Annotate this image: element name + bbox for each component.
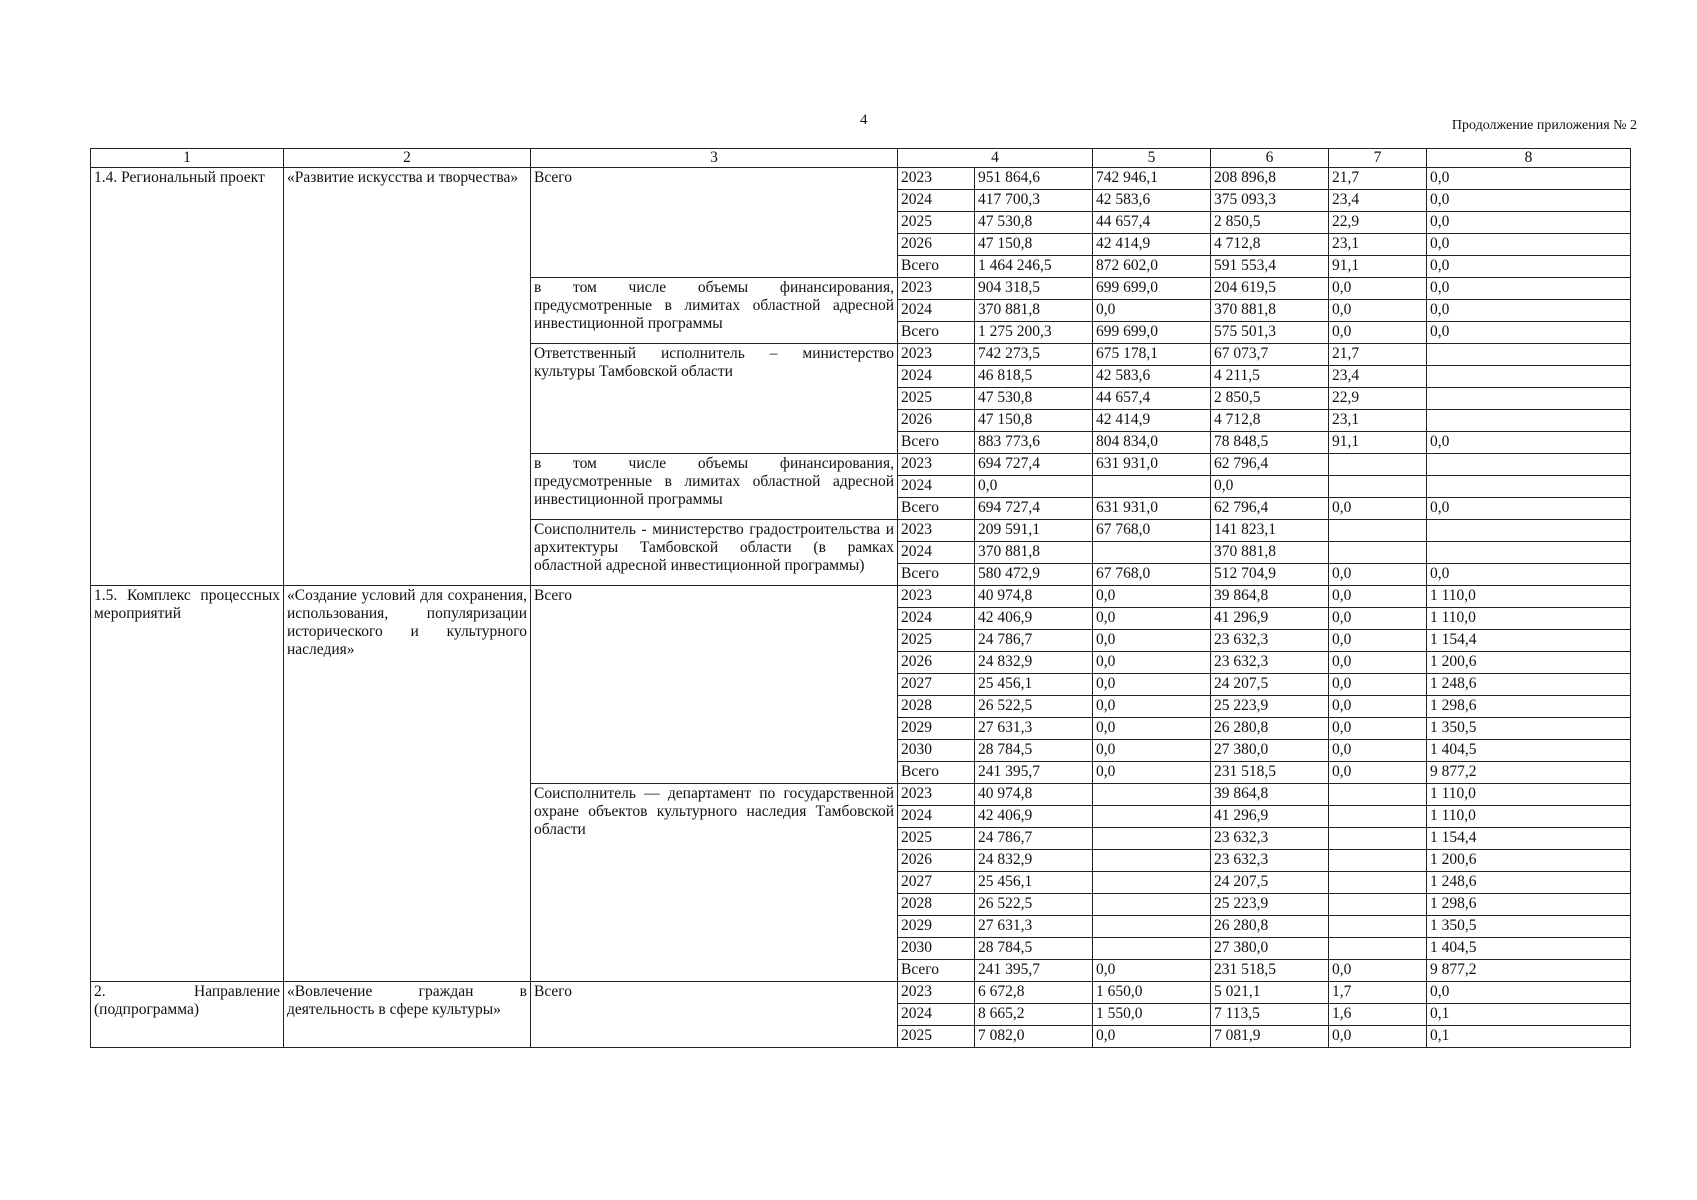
- regional-budget-cell: 231 518,5: [1211, 762, 1329, 784]
- regional-budget-cell: 231 518,5: [1211, 960, 1329, 982]
- year-cell: 2026: [898, 850, 975, 872]
- extra-budgetary-cell: 0,1: [1427, 1004, 1631, 1026]
- regional-budget-cell: 62 796,4: [1211, 454, 1329, 476]
- year-cell: Всего: [898, 432, 975, 454]
- federal-budget-cell: 0,0: [1093, 762, 1211, 784]
- regional-budget-cell: 7 113,5: [1211, 1004, 1329, 1026]
- year-cell: 2026: [898, 410, 975, 432]
- local-budget-cell: 21,7: [1329, 168, 1427, 190]
- regional-budget-cell: 25 223,9: [1211, 696, 1329, 718]
- federal-budget-cell: [1093, 894, 1211, 916]
- year-cell: 2023: [898, 278, 975, 300]
- total-cell: 241 395,7: [975, 960, 1093, 982]
- federal-budget-cell: 67 768,0: [1093, 564, 1211, 586]
- total-cell: 370 881,8: [975, 300, 1093, 322]
- extra-budgetary-cell: [1427, 388, 1631, 410]
- regional-budget-cell: 62 796,4: [1211, 498, 1329, 520]
- header-col-2: 2: [284, 149, 531, 168]
- total-cell: 580 472,9: [975, 564, 1093, 586]
- local-budget-cell: [1329, 476, 1427, 498]
- total-cell: 24 832,9: [975, 850, 1093, 872]
- extra-budgetary-cell: 1 110,0: [1427, 586, 1631, 608]
- extra-budgetary-cell: 0,0: [1427, 322, 1631, 344]
- header-col-1: 1: [91, 149, 284, 168]
- regional-budget-cell: 370 881,8: [1211, 300, 1329, 322]
- local-budget-cell: 23,1: [1329, 410, 1427, 432]
- federal-budget-cell: [1093, 850, 1211, 872]
- total-cell: 951 864,6: [975, 168, 1093, 190]
- extra-budgetary-cell: [1427, 520, 1631, 542]
- regional-budget-cell: 23 632,3: [1211, 652, 1329, 674]
- federal-budget-cell: 631 931,0: [1093, 454, 1211, 476]
- local-budget-cell: 0,0: [1329, 630, 1427, 652]
- local-budget-cell: [1329, 894, 1427, 916]
- total-cell: 47 150,8: [975, 410, 1093, 432]
- local-budget-cell: 0,0: [1329, 498, 1427, 520]
- header-col-4: 4: [898, 149, 1093, 168]
- year-cell: Всего: [898, 322, 975, 344]
- regional-budget-cell: 27 380,0: [1211, 740, 1329, 762]
- regional-budget-cell: 67 073,7: [1211, 344, 1329, 366]
- local-budget-cell: 91,1: [1329, 256, 1427, 278]
- local-budget-cell: [1329, 850, 1427, 872]
- regional-budget-cell: 26 280,8: [1211, 916, 1329, 938]
- total-cell: 694 727,4: [975, 454, 1093, 476]
- local-budget-cell: [1329, 454, 1427, 476]
- regional-budget-cell: 7 081,9: [1211, 1026, 1329, 1048]
- total-cell: 1 464 246,5: [975, 256, 1093, 278]
- year-cell: 2024: [898, 190, 975, 212]
- federal-budget-cell: 0,0: [1093, 1026, 1211, 1048]
- federal-budget-cell: 42 583,6: [1093, 190, 1211, 212]
- header-col-8: 8: [1427, 149, 1631, 168]
- total-cell: 46 818,5: [975, 366, 1093, 388]
- regional-budget-cell: 4 211,5: [1211, 366, 1329, 388]
- federal-budget-cell: 631 931,0: [1093, 498, 1211, 520]
- header-col-5: 5: [1093, 149, 1211, 168]
- total-cell: 25 456,1: [975, 674, 1093, 696]
- local-budget-cell: 0,0: [1329, 586, 1427, 608]
- header-col-3: 3: [531, 149, 898, 168]
- total-cell: 742 273,5: [975, 344, 1093, 366]
- federal-budget-cell: 0,0: [1093, 300, 1211, 322]
- year-cell: 2026: [898, 652, 975, 674]
- extra-budgetary-cell: 1 350,5: [1427, 916, 1631, 938]
- total-cell: 28 784,5: [975, 938, 1093, 960]
- regional-budget-cell: 591 553,4: [1211, 256, 1329, 278]
- local-budget-cell: 1,6: [1329, 1004, 1427, 1026]
- extra-budgetary-cell: 0,0: [1427, 212, 1631, 234]
- federal-budget-cell: 742 946,1: [1093, 168, 1211, 190]
- extra-budgetary-cell: 1 404,5: [1427, 938, 1631, 960]
- federal-budget-cell: 0,0: [1093, 740, 1211, 762]
- section-title-cell: «Вовлечение граждан в деятельность в сфере культуры»: [284, 982, 531, 1048]
- funding-source-cell: в том числе объемы финансирования, предусмотренные в лимитах областной адресной инвестиционной программы: [531, 454, 898, 520]
- extra-budgetary-cell: [1427, 476, 1631, 498]
- header-col-7: 7: [1329, 149, 1427, 168]
- extra-budgetary-cell: [1427, 344, 1631, 366]
- funding-source-cell: Всего: [531, 586, 898, 784]
- federal-budget-cell: 0,0: [1093, 630, 1211, 652]
- section-number-cell: 1.4. Региональный проект: [91, 168, 284, 586]
- year-cell: 2024: [898, 806, 975, 828]
- total-cell: 26 522,5: [975, 894, 1093, 916]
- federal-budget-cell: 67 768,0: [1093, 520, 1211, 542]
- table-body: [91, 168, 1631, 1048]
- regional-budget-cell: 25 223,9: [1211, 894, 1329, 916]
- local-budget-cell: 0,0: [1329, 652, 1427, 674]
- regional-budget-cell: 208 896,8: [1211, 168, 1329, 190]
- extra-budgetary-cell: 1 154,4: [1427, 828, 1631, 850]
- federal-budget-cell: 0,0: [1093, 608, 1211, 630]
- extra-budgetary-cell: 1 200,6: [1427, 850, 1631, 872]
- federal-budget-cell: [1093, 542, 1211, 564]
- year-cell: 2024: [898, 476, 975, 498]
- year-cell: 2023: [898, 520, 975, 542]
- year-cell: Всего: [898, 564, 975, 586]
- extra-budgetary-cell: 0,0: [1427, 190, 1631, 212]
- regional-budget-cell: 5 021,1: [1211, 982, 1329, 1004]
- regional-budget-cell: 512 704,9: [1211, 564, 1329, 586]
- local-budget-cell: 0,0: [1329, 674, 1427, 696]
- extra-budgetary-cell: 1 298,6: [1427, 696, 1631, 718]
- regional-budget-cell: 4 712,8: [1211, 410, 1329, 432]
- regional-budget-cell: 24 207,5: [1211, 872, 1329, 894]
- year-cell: 2026: [898, 234, 975, 256]
- federal-budget-cell: 42 583,6: [1093, 366, 1211, 388]
- extra-budgetary-cell: 0,0: [1427, 982, 1631, 1004]
- regional-budget-cell: 575 501,3: [1211, 322, 1329, 344]
- year-cell: 2023: [898, 168, 975, 190]
- extra-budgetary-cell: 0,0: [1427, 300, 1631, 322]
- extra-budgetary-cell: 0,0: [1427, 564, 1631, 586]
- regional-budget-cell: 23 632,3: [1211, 828, 1329, 850]
- federal-budget-cell: [1093, 806, 1211, 828]
- local-budget-cell: 22,9: [1329, 388, 1427, 410]
- total-cell: 0,0: [975, 476, 1093, 498]
- local-budget-cell: 0,0: [1329, 696, 1427, 718]
- year-cell: 2024: [898, 608, 975, 630]
- total-cell: 241 395,7: [975, 762, 1093, 784]
- local-budget-cell: 0,0: [1329, 740, 1427, 762]
- extra-budgetary-cell: 0,1: [1427, 1026, 1631, 1048]
- extra-budgetary-cell: 0,0: [1427, 168, 1631, 190]
- local-budget-cell: [1329, 784, 1427, 806]
- federal-budget-cell: 44 657,4: [1093, 212, 1211, 234]
- extra-budgetary-cell: [1427, 366, 1631, 388]
- local-budget-cell: [1329, 872, 1427, 894]
- total-cell: 8 665,2: [975, 1004, 1093, 1026]
- extra-budgetary-cell: 0,0: [1427, 256, 1631, 278]
- local-budget-cell: 1,7: [1329, 982, 1427, 1004]
- local-budget-cell: 23,4: [1329, 366, 1427, 388]
- federal-budget-cell: 0,0: [1093, 652, 1211, 674]
- extra-budgetary-cell: 1 110,0: [1427, 608, 1631, 630]
- regional-budget-cell: 204 619,5: [1211, 278, 1329, 300]
- extra-budgetary-cell: 1 200,6: [1427, 652, 1631, 674]
- regional-budget-cell: 23 632,3: [1211, 630, 1329, 652]
- federal-budget-cell: 675 178,1: [1093, 344, 1211, 366]
- year-cell: Всего: [898, 960, 975, 982]
- regional-budget-cell: 39 864,8: [1211, 784, 1329, 806]
- year-cell: 2029: [898, 916, 975, 938]
- extra-budgetary-cell: 0,0: [1427, 498, 1631, 520]
- regional-budget-cell: 27 380,0: [1211, 938, 1329, 960]
- year-cell: Всего: [898, 762, 975, 784]
- funding-source-cell: Ответственный исполнитель – министерство культуры Тамбовской области: [531, 344, 898, 454]
- regional-budget-cell: 2 850,5: [1211, 388, 1329, 410]
- extra-budgetary-cell: 1 248,6: [1427, 674, 1631, 696]
- local-budget-cell: 0,0: [1329, 1026, 1427, 1048]
- year-cell: 2027: [898, 674, 975, 696]
- extra-budgetary-cell: 1 298,6: [1427, 894, 1631, 916]
- local-budget-cell: 0,0: [1329, 322, 1427, 344]
- extra-budgetary-cell: [1427, 454, 1631, 476]
- table-row: [91, 586, 1631, 608]
- extra-budgetary-cell: 0,0: [1427, 432, 1631, 454]
- total-cell: 40 974,8: [975, 586, 1093, 608]
- total-cell: 42 406,9: [975, 806, 1093, 828]
- federal-budget-cell: 0,0: [1093, 696, 1211, 718]
- year-cell: 2028: [898, 894, 975, 916]
- page-number: 4: [860, 112, 868, 128]
- section-title-cell: «Развитие искусства и творчества»: [284, 168, 531, 586]
- regional-budget-cell: 141 823,1: [1211, 520, 1329, 542]
- local-budget-cell: 0,0: [1329, 564, 1427, 586]
- year-cell: Всего: [898, 256, 975, 278]
- year-cell: 2024: [898, 366, 975, 388]
- federal-budget-cell: 1 650,0: [1093, 982, 1211, 1004]
- local-budget-cell: 91,1: [1329, 432, 1427, 454]
- total-cell: 1 275 200,3: [975, 322, 1093, 344]
- total-cell: 6 672,8: [975, 982, 1093, 1004]
- extra-budgetary-cell: 1 110,0: [1427, 806, 1631, 828]
- section-number-cell: 2. Направление (подпрограмма): [91, 982, 284, 1048]
- regional-budget-cell: 41 296,9: [1211, 608, 1329, 630]
- federal-budget-cell: 42 414,9: [1093, 234, 1211, 256]
- federal-budget-cell: [1093, 916, 1211, 938]
- year-cell: 2024: [898, 300, 975, 322]
- year-cell: 2025: [898, 630, 975, 652]
- local-budget-cell: 23,1: [1329, 234, 1427, 256]
- continuation-note: Продолжение приложения № 2: [1451, 118, 1637, 133]
- total-cell: 24 832,9: [975, 652, 1093, 674]
- year-cell: 2025: [898, 388, 975, 410]
- local-budget-cell: 0,0: [1329, 608, 1427, 630]
- year-cell: 2025: [898, 828, 975, 850]
- total-cell: 47 530,8: [975, 212, 1093, 234]
- total-cell: 24 786,7: [975, 630, 1093, 652]
- extra-budgetary-cell: 1 154,4: [1427, 630, 1631, 652]
- total-cell: 209 591,1: [975, 520, 1093, 542]
- year-cell: 2024: [898, 1004, 975, 1026]
- regional-budget-cell: 2 850,5: [1211, 212, 1329, 234]
- extra-budgetary-cell: 0,0: [1427, 278, 1631, 300]
- federal-budget-cell: 1 550,0: [1093, 1004, 1211, 1026]
- year-cell: 2023: [898, 344, 975, 366]
- total-cell: 42 406,9: [975, 608, 1093, 630]
- funding-source-cell: Соисполнитель - министерство градостроительства и архитектуры Тамбовской области (в рамках областной адресной инвестиционной программы): [531, 520, 898, 586]
- year-cell: 2023: [898, 982, 975, 1004]
- regional-budget-cell: 41 296,9: [1211, 806, 1329, 828]
- extra-budgetary-cell: 9 877,2: [1427, 762, 1631, 784]
- regional-budget-cell: 0,0: [1211, 476, 1329, 498]
- total-cell: 40 974,8: [975, 784, 1093, 806]
- federal-budget-cell: 872 602,0: [1093, 256, 1211, 278]
- total-cell: 370 881,8: [975, 542, 1093, 564]
- year-cell: Всего: [898, 498, 975, 520]
- section-number-cell: 1.5. Комплекс процессных мероприятий: [91, 586, 284, 982]
- local-budget-cell: [1329, 542, 1427, 564]
- federal-budget-cell: 699 699,0: [1093, 278, 1211, 300]
- federal-budget-cell: 804 834,0: [1093, 432, 1211, 454]
- extra-budgetary-cell: 1 248,6: [1427, 872, 1631, 894]
- federal-budget-cell: [1093, 938, 1211, 960]
- local-budget-cell: 0,0: [1329, 278, 1427, 300]
- local-budget-cell: 0,0: [1329, 762, 1427, 784]
- regional-budget-cell: 26 280,8: [1211, 718, 1329, 740]
- total-cell: 904 318,5: [975, 278, 1093, 300]
- extra-budgetary-cell: 0,0: [1427, 234, 1631, 256]
- table-row: [91, 168, 1631, 190]
- total-cell: 883 773,6: [975, 432, 1093, 454]
- federal-budget-cell: 0,0: [1093, 718, 1211, 740]
- federal-budget-cell: 0,0: [1093, 960, 1211, 982]
- year-cell: 2025: [898, 1026, 975, 1048]
- financing-table: [90, 148, 1631, 1048]
- extra-budgetary-cell: 1 350,5: [1427, 718, 1631, 740]
- year-cell: 2029: [898, 718, 975, 740]
- header-col-6: 6: [1211, 149, 1329, 168]
- federal-budget-cell: [1093, 476, 1211, 498]
- local-budget-cell: 0,0: [1329, 718, 1427, 740]
- total-cell: 27 631,3: [975, 916, 1093, 938]
- local-budget-cell: 0,0: [1329, 300, 1427, 322]
- extra-budgetary-cell: 1 110,0: [1427, 784, 1631, 806]
- federal-budget-cell: [1093, 828, 1211, 850]
- regional-budget-cell: 4 712,8: [1211, 234, 1329, 256]
- local-budget-cell: [1329, 520, 1427, 542]
- table-row: [91, 982, 1631, 1004]
- extra-budgetary-cell: [1427, 542, 1631, 564]
- year-cell: 2030: [898, 938, 975, 960]
- total-cell: 47 530,8: [975, 388, 1093, 410]
- regional-budget-cell: 39 864,8: [1211, 586, 1329, 608]
- funding-source-cell: Всего: [531, 982, 898, 1048]
- federal-budget-cell: 699 699,0: [1093, 322, 1211, 344]
- year-cell: 2023: [898, 586, 975, 608]
- total-cell: 25 456,1: [975, 872, 1093, 894]
- federal-budget-cell: 0,0: [1093, 674, 1211, 696]
- section-title-cell: «Создание условий для сохранения, использования, популяризации исторического и культурного наследия»: [284, 586, 531, 982]
- total-cell: 417 700,3: [975, 190, 1093, 212]
- year-cell: 2023: [898, 454, 975, 476]
- regional-budget-cell: 375 093,3: [1211, 190, 1329, 212]
- total-cell: 26 522,5: [975, 696, 1093, 718]
- local-budget-cell: [1329, 938, 1427, 960]
- year-cell: 2023: [898, 784, 975, 806]
- year-cell: 2025: [898, 212, 975, 234]
- total-cell: 27 631,3: [975, 718, 1093, 740]
- regional-budget-cell: 370 881,8: [1211, 542, 1329, 564]
- local-budget-cell: [1329, 806, 1427, 828]
- year-cell: 2024: [898, 542, 975, 564]
- extra-budgetary-cell: 9 877,2: [1427, 960, 1631, 982]
- federal-budget-cell: [1093, 784, 1211, 806]
- year-cell: 2030: [898, 740, 975, 762]
- funding-source-cell: в том числе объемы финансирования, предусмотренные в лимитах областной адресной инвестиционной программы: [531, 278, 898, 344]
- extra-budgetary-cell: [1427, 410, 1631, 432]
- federal-budget-cell: 44 657,4: [1093, 388, 1211, 410]
- total-cell: 24 786,7: [975, 828, 1093, 850]
- local-budget-cell: [1329, 828, 1427, 850]
- total-cell: 7 082,0: [975, 1026, 1093, 1048]
- funding-source-cell: Всего: [531, 168, 898, 278]
- local-budget-cell: 22,9: [1329, 212, 1427, 234]
- funding-source-cell: Соисполнитель — департамент по государственной охране объектов культурного наследия Тамбовской области: [531, 784, 898, 982]
- local-budget-cell: 21,7: [1329, 344, 1427, 366]
- federal-budget-cell: 42 414,9: [1093, 410, 1211, 432]
- header-row: [91, 149, 1631, 168]
- federal-budget-cell: 0,0: [1093, 586, 1211, 608]
- total-cell: 694 727,4: [975, 498, 1093, 520]
- local-budget-cell: 0,0: [1329, 960, 1427, 982]
- regional-budget-cell: 24 207,5: [1211, 674, 1329, 696]
- regional-budget-cell: 78 848,5: [1211, 432, 1329, 454]
- federal-budget-cell: [1093, 872, 1211, 894]
- year-cell: 2027: [898, 872, 975, 894]
- local-budget-cell: 23,4: [1329, 190, 1427, 212]
- extra-budgetary-cell: 1 404,5: [1427, 740, 1631, 762]
- regional-budget-cell: 23 632,3: [1211, 850, 1329, 872]
- local-budget-cell: [1329, 916, 1427, 938]
- total-cell: 47 150,8: [975, 234, 1093, 256]
- year-cell: 2028: [898, 696, 975, 718]
- total-cell: 28 784,5: [975, 740, 1093, 762]
